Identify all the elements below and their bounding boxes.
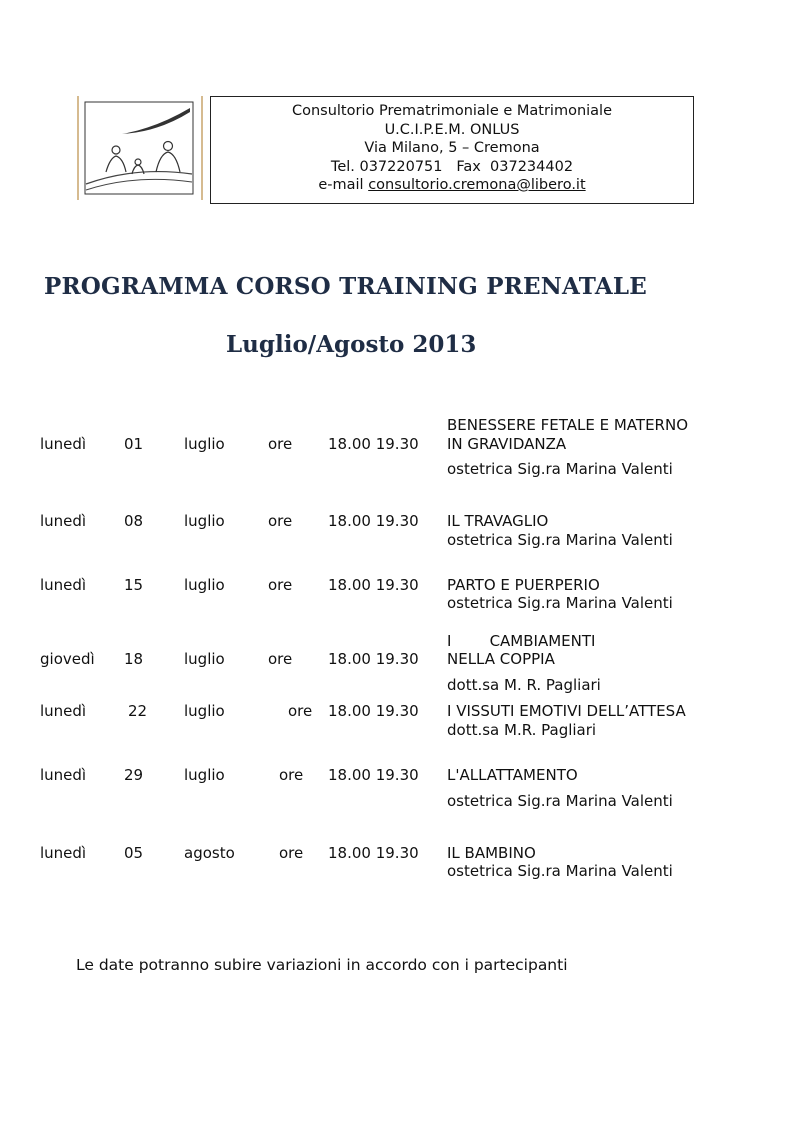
session-time: 18.00 19.30: [328, 766, 419, 784]
header-line-2: U.C.I.P.E.M. ONLUS: [384, 121, 520, 138]
header-line-4: Tel. 037220751 Fax 037234402: [330, 158, 574, 175]
session-speaker: dott.sa M.R. Pagliari: [447, 721, 597, 739]
session-time: 18.00 19.30: [328, 844, 419, 862]
session-time: 18.00 19.30: [328, 512, 419, 530]
session-month: luglio: [184, 576, 225, 594]
session-month: luglio: [184, 650, 225, 668]
session-day: giovedì: [40, 650, 95, 668]
session-time: 18.00 19.30: [328, 435, 419, 453]
session-day: lunedì: [40, 844, 87, 862]
footer-note: Le date potranno subire variazioni in accordo con i partecipanti: [76, 956, 568, 974]
session-topic-line1: I VISSUTI EMOTIVI DELL’ATTESA: [447, 702, 686, 720]
session-day: lunedì: [40, 702, 87, 720]
session-topic-line1: IL TRAVAGLIO: [447, 512, 549, 530]
session-topic-line2: NELLA COPPIA: [447, 650, 555, 668]
session-topic-line1: PARTO E PUERPERIO: [447, 576, 600, 594]
session-date: 15: [124, 576, 144, 594]
session-date: 22: [128, 702, 148, 720]
session-day: lunedì: [40, 512, 87, 530]
session-ore: ore: [279, 844, 304, 862]
session-ore: ore: [268, 576, 293, 594]
session-date: 01: [124, 435, 144, 453]
session-topic-line2: IN GRAVIDANZA: [447, 435, 567, 453]
session-ore: ore: [268, 512, 293, 530]
session-ore: ore: [268, 435, 293, 453]
session-day: lunedì: [40, 576, 87, 594]
email-link[interactable]: consultorio.cremona@libero.it: [368, 177, 586, 193]
session-speaker: ostetrica Sig.ra Marina Valenti: [447, 594, 673, 612]
session-topic-line1: L'ALLATTAMENTO: [447, 766, 578, 784]
session-topic-line1: IL BAMBINO: [447, 844, 536, 862]
session-time: 18.00 19.30: [328, 576, 419, 594]
session-month: luglio: [184, 702, 225, 720]
session-date: 18: [124, 650, 144, 668]
session-month: agosto: [184, 844, 235, 862]
session-date: 08: [124, 512, 144, 530]
session-speaker: ostetrica Sig.ra Marina Valenti: [447, 792, 673, 810]
header-email-line: [211, 176, 693, 195]
session-date: 05: [124, 844, 144, 862]
session-speaker: ostetrica Sig.ra Marina Valenti: [447, 460, 673, 478]
session-date: 29: [124, 766, 144, 784]
session-speaker: ostetrica Sig.ra Marina Valenti: [447, 531, 673, 549]
session-topic-line1: BENESSERE FETALE E MATERNO: [447, 416, 688, 434]
session-ore: ore: [268, 650, 293, 668]
session-time: 18.00 19.30: [328, 702, 419, 720]
session-time: 18.00 19.30: [328, 650, 419, 668]
email-prefix: e-mail: [318, 177, 369, 193]
session-topic-line1: I CAMBIAMENTI: [447, 632, 596, 650]
page-subtitle: Luglio/Agosto 2013: [226, 331, 477, 358]
header-line-1: Consultorio Prematrimoniale e Matrimoniale: [291, 103, 613, 119]
logo: [76, 94, 204, 202]
session-month: luglio: [184, 435, 225, 453]
session-speaker: ostetrica Sig.ra Marina Valenti: [447, 862, 673, 880]
session-day: lunedì: [40, 766, 87, 784]
header-info-box: [210, 96, 694, 204]
page-title: PROGRAMMA CORSO TRAINING PRENATALE: [44, 273, 647, 300]
session-ore: ore: [288, 702, 313, 720]
session-speaker: dott.sa M. R. Pagliari: [447, 676, 601, 694]
session-ore: ore: [279, 766, 304, 784]
header-line-3: Via Milano, 5 – Cremona: [364, 140, 540, 156]
session-month: luglio: [184, 512, 225, 530]
session-day: lunedì: [40, 435, 87, 453]
session-month: luglio: [184, 766, 225, 784]
